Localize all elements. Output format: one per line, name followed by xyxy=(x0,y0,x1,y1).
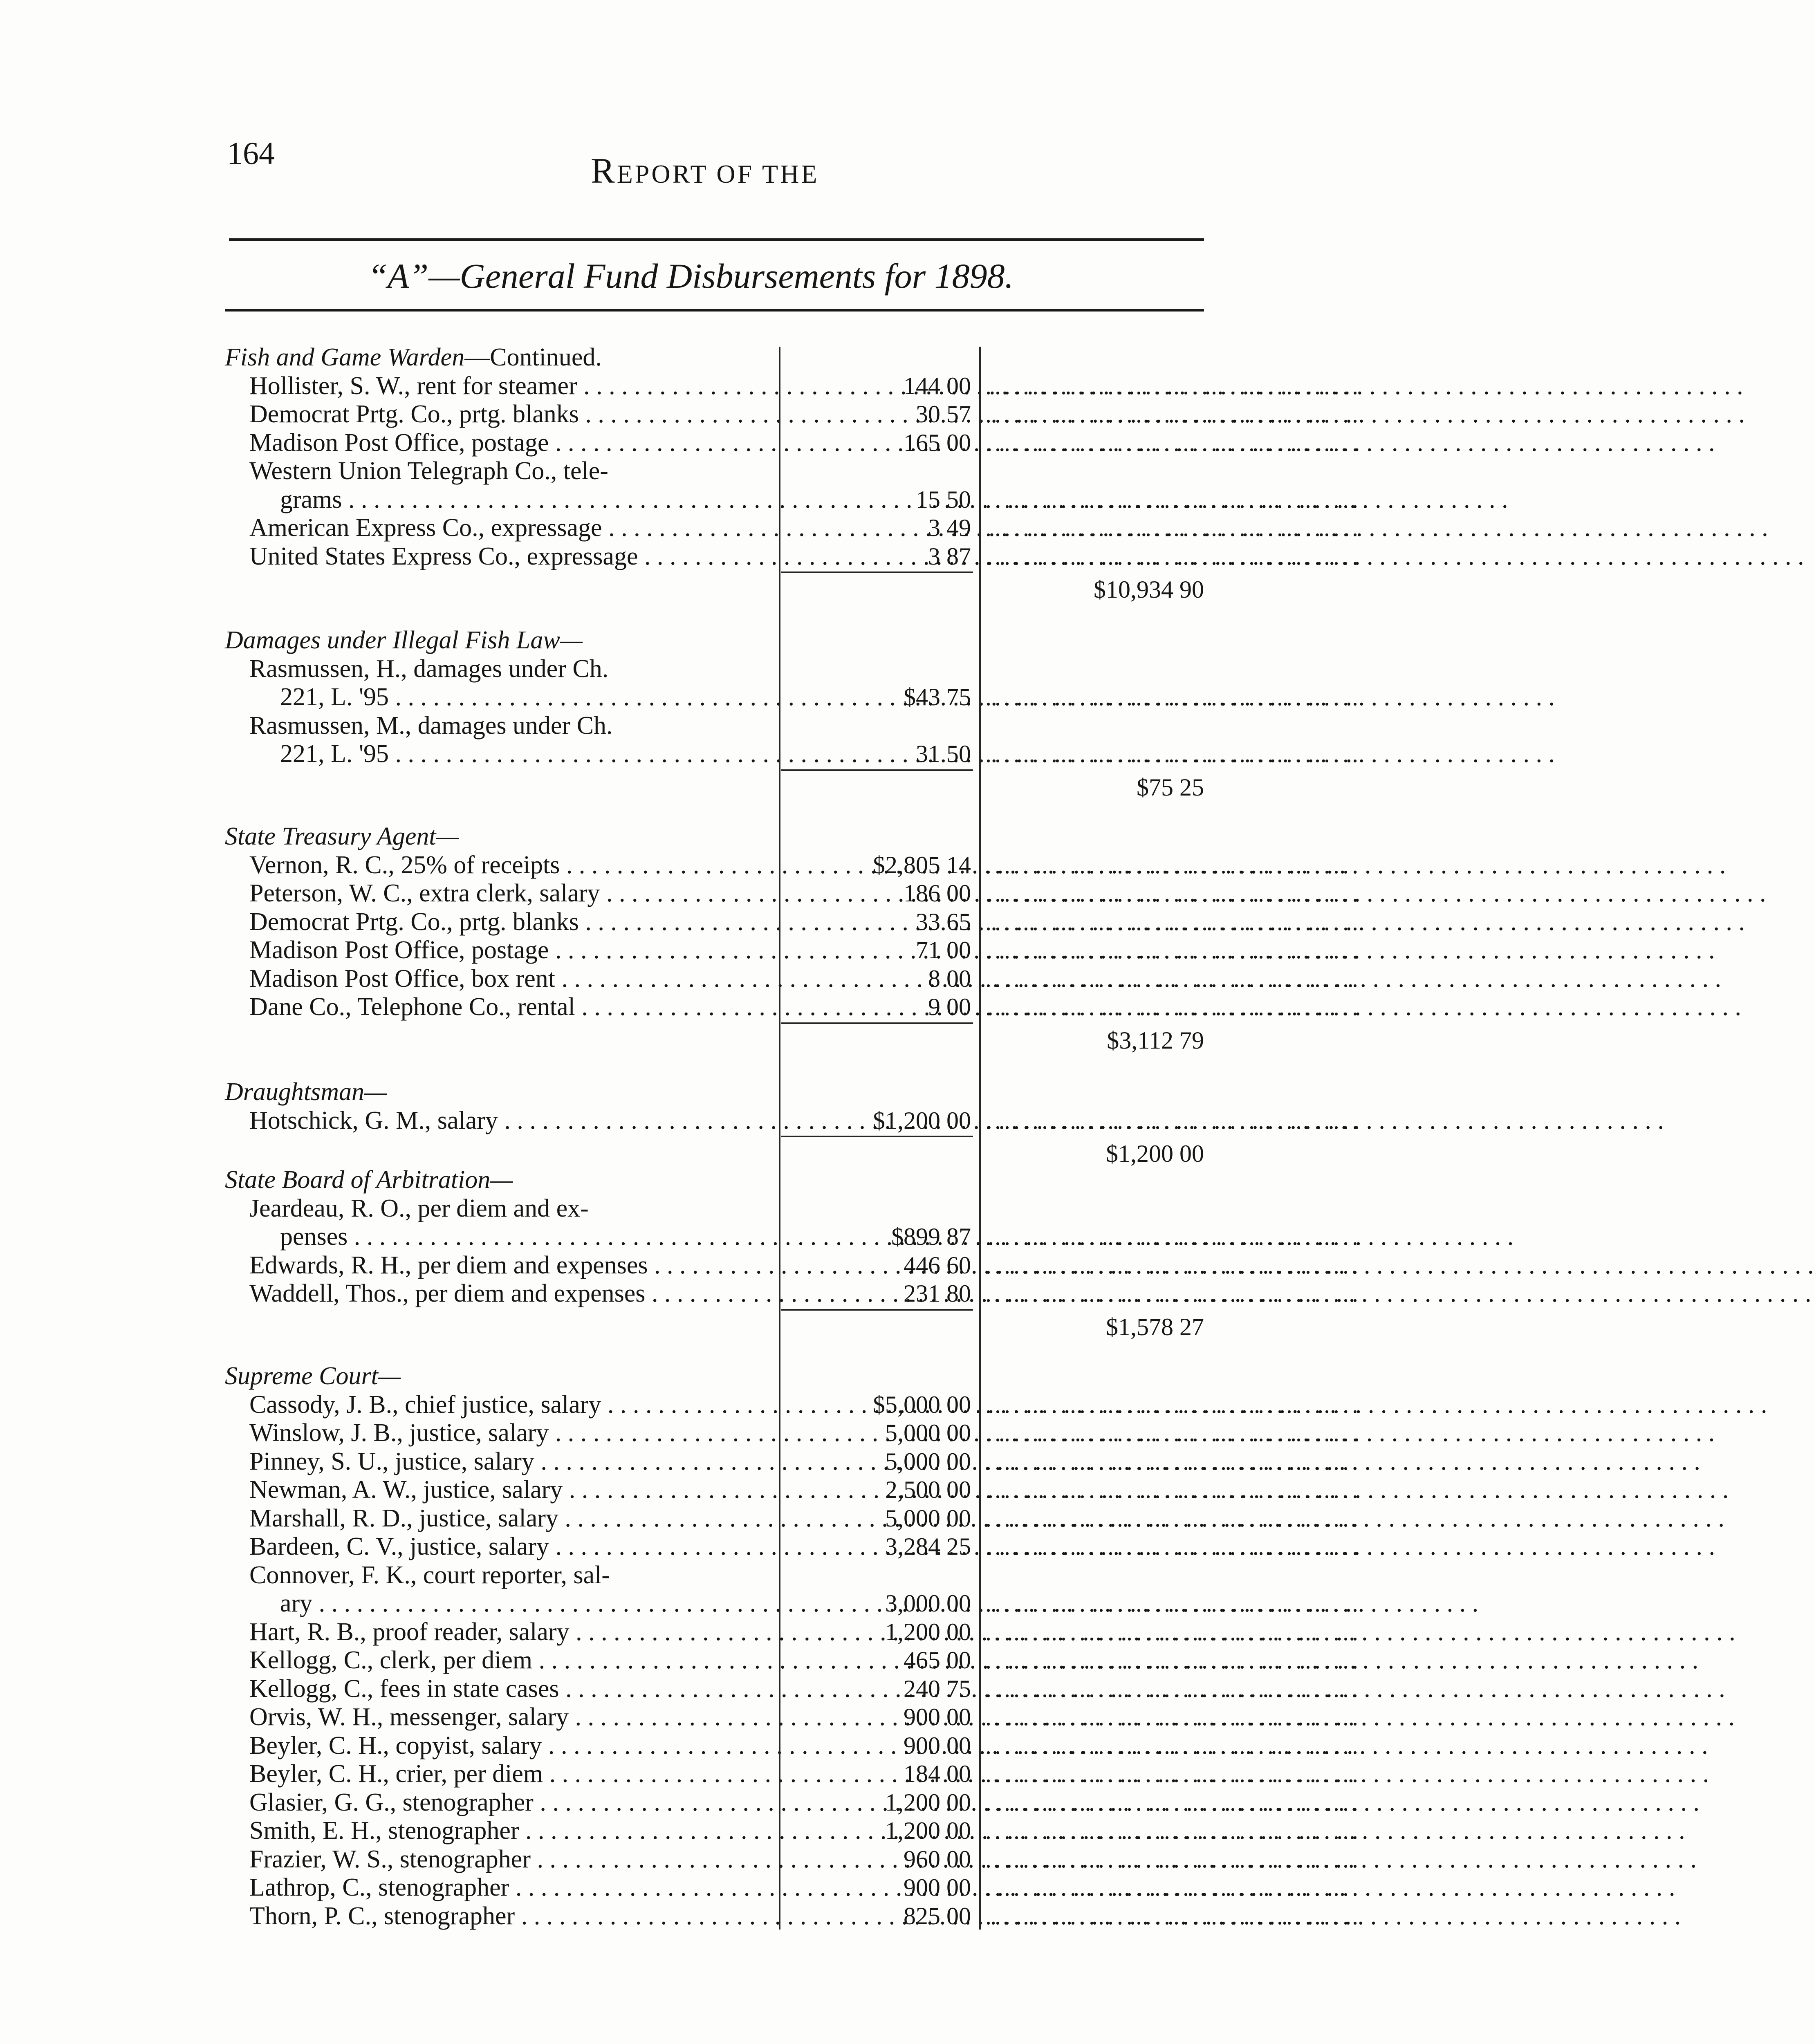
entry-label: penses . . . xyxy=(280,1222,812,1251)
table-row xyxy=(0,485,1361,514)
entry-label: Democrat Prtg. Co., prtg. blanks . . . xyxy=(249,907,781,937)
table-row xyxy=(0,1418,1361,1448)
leader-dots: ........................................ xyxy=(985,1788,1361,1816)
leader-dots: ........................................ xyxy=(985,1590,1361,1617)
entry-amount: 186 00 xyxy=(904,880,971,907)
leader-dots: ........................................ xyxy=(985,1107,1361,1134)
table-row xyxy=(0,1106,1361,1135)
entry-label: American Express Co., expressage . . . xyxy=(249,513,781,542)
leader-dots: ........................................ xyxy=(985,429,1361,456)
leader-dots: ........................................ xyxy=(985,1280,1361,1307)
entry-amount: 900 00 xyxy=(904,1703,971,1730)
entry-label: Hart, R. B., proof reader, salary . . . xyxy=(249,1617,781,1647)
entry-amount: 30 57 xyxy=(916,401,971,428)
entry-amount: 2,500 00 xyxy=(885,1476,971,1503)
entry-amount: $2,805 14 xyxy=(873,851,971,879)
section-heading-row xyxy=(0,1077,1302,1107)
section-heading-row xyxy=(0,625,1302,655)
leader-dots: ........................................ xyxy=(985,851,1361,879)
entry-amount: 446 60 xyxy=(904,1251,971,1279)
table-row xyxy=(0,992,1361,1022)
table-row xyxy=(0,1447,1361,1476)
leader-dots: ........................................ xyxy=(985,1476,1361,1503)
entry-amount: $1,200 00 xyxy=(873,1107,971,1134)
entry-label: Peterson, W. C., extra clerk, salary . . . xyxy=(249,879,781,908)
section-heading-suffix: —Continued. xyxy=(464,343,602,371)
subtotal-rule xyxy=(781,572,973,573)
entry-amount: 5,000 00 xyxy=(885,1504,971,1532)
leader-dots: ........................................ xyxy=(985,1902,1361,1930)
table-row xyxy=(0,456,1302,486)
section-heading-row xyxy=(0,1165,1302,1195)
entry-amount: 900 00 xyxy=(904,1874,971,1901)
table-row xyxy=(0,1845,1361,1874)
table-row xyxy=(0,1251,1361,1280)
leader-dots: ........................................ xyxy=(985,1647,1361,1674)
entry-label: Madison Post Office, box rent . . . xyxy=(249,964,781,993)
entry-label: Rasmussen, M., damages under Ch. xyxy=(249,711,613,740)
entry-amount: 3 49 xyxy=(928,514,971,541)
table-row xyxy=(0,1194,1302,1223)
subtotal-rule xyxy=(781,1022,973,1024)
entry-amount: 900 00 xyxy=(904,1732,971,1759)
leader-dots: ........................................ xyxy=(985,1504,1361,1532)
entry-label: Democrat Prtg. Co., prtg. blanks . . . xyxy=(249,399,781,429)
entry-amount: 1,200 00 xyxy=(885,1618,971,1645)
table-row xyxy=(0,1901,1361,1931)
entry-label: Kellogg, C., clerk, per diem . . . xyxy=(249,1645,781,1675)
section-total: $1,578 27 xyxy=(1106,1313,1204,1340)
entry-label: Edwards, R. H., per diem and expenses . . . xyxy=(249,1251,781,1280)
section-total: $10,934 90 xyxy=(1094,576,1204,603)
section-heading xyxy=(225,1077,777,1107)
table-row xyxy=(0,1390,1361,1419)
entry-label: Hollister, S. W., rent for steamer . . . xyxy=(249,371,781,401)
leader-dots: ........................................ xyxy=(985,1760,1361,1787)
entry-label: Beyler, C. H., copyist, salary . . . xyxy=(249,1731,781,1760)
table-row xyxy=(0,907,1361,937)
entry-amount: 3,284 25 xyxy=(885,1533,971,1560)
entry-label: Jeardeau, R. O., per diem and ex- xyxy=(249,1194,589,1222)
entry-label: Cassody, J. B., chief justice, salary . . . xyxy=(249,1390,781,1419)
entry-label: Orvis, W. H., messenger, salary . . . xyxy=(249,1702,781,1732)
table-row xyxy=(0,1589,1361,1618)
entry-label: Hotschick, G. M., salary . . . xyxy=(249,1106,781,1135)
section-total-row xyxy=(0,1312,1302,1342)
entry-label: Madison Post Office, postage . . . xyxy=(249,428,781,457)
entry-amount: 165 00 xyxy=(904,429,971,456)
table-row xyxy=(0,513,1361,542)
subtotal-rule xyxy=(781,769,973,771)
entry-label: Waddell, Thos., per diem and expenses . . . xyxy=(249,1279,781,1308)
table-row xyxy=(0,1702,1361,1732)
table-row xyxy=(0,1279,1361,1308)
section-heading-text: State Board of Arbitration— xyxy=(225,1166,513,1194)
entry-amount: 71 00 xyxy=(916,937,971,964)
table-row xyxy=(0,1674,1361,1703)
table-title: “A”—General Fund Disbursements for 1898. xyxy=(368,256,1014,296)
leader-dots: ........................................ xyxy=(985,1419,1361,1446)
leader-dots: ........................................ xyxy=(985,937,1361,964)
entry-amount: 1,200 00 xyxy=(885,1788,971,1816)
table-row xyxy=(0,1731,1361,1760)
leader-dots: ........................................ xyxy=(985,965,1361,992)
table-row xyxy=(0,711,1302,740)
subtotal-rule xyxy=(781,1136,973,1137)
section-heading-text: Fish and Game Warden xyxy=(225,343,465,371)
table-row xyxy=(0,682,1361,712)
leader-dots: ........................................ xyxy=(985,1448,1361,1475)
section-heading-text: State Treasury Agent— xyxy=(225,823,459,850)
entry-label: Dane Co., Telephone Co., rental . . . xyxy=(249,992,781,1022)
section-heading-text: Draughtsman— xyxy=(225,1078,387,1106)
entry-amount: 9 00 xyxy=(928,993,971,1020)
entry-label: Vernon, R. C., 25% of receipts . . . xyxy=(249,850,781,880)
leader-dots: ........................................ xyxy=(985,1675,1361,1702)
leader-dots: ........................................ xyxy=(985,1732,1361,1759)
table-row xyxy=(0,428,1361,457)
section-heading xyxy=(225,625,777,655)
entry-amount: 184 00 xyxy=(904,1760,971,1787)
table-row xyxy=(0,1617,1361,1647)
leader-dots: ........................................ xyxy=(985,542,1361,570)
table-row xyxy=(0,935,1361,965)
table-row xyxy=(0,1645,1361,1675)
leader-dots: ........................................ xyxy=(985,372,1361,399)
table-row xyxy=(0,1873,1361,1902)
entry-amount: 33 65 xyxy=(916,908,971,935)
section-heading xyxy=(225,822,777,851)
table-row xyxy=(0,542,1361,571)
entry-label: Western Union Telegraph Co., tele- xyxy=(249,457,608,485)
entry-amount: 31 50 xyxy=(916,740,971,767)
leader-dots: ........................................ xyxy=(985,740,1361,767)
entry-label: Thorn, P. C., stenographer . . . xyxy=(249,1901,781,1931)
section-total: $3,112 79 xyxy=(1107,1026,1204,1054)
section-heading-row xyxy=(0,1361,1302,1391)
entry-amount: 5,000 00 xyxy=(885,1419,971,1446)
leader-dots: ........................................ xyxy=(985,1251,1361,1279)
entry-label: grams . . . xyxy=(280,485,812,514)
entry-amount: 960 00 xyxy=(904,1845,971,1873)
entry-amount: 231 80 xyxy=(904,1280,971,1307)
total-column-rule xyxy=(979,347,981,1930)
section-heading-row xyxy=(0,343,1302,372)
table-row xyxy=(0,1788,1361,1817)
entry-amount: 240 75 xyxy=(904,1675,971,1702)
entry-label: 221, L. '95 . . . xyxy=(280,739,812,769)
leader-dots: ........................................ xyxy=(985,1703,1361,1730)
leader-dots: ........................................ xyxy=(985,1391,1361,1418)
entry-label: Winslow, J. B., justice, salary . . . xyxy=(249,1418,781,1448)
table-row xyxy=(0,879,1361,908)
section-total-row xyxy=(0,1139,1302,1168)
entry-amount: 144 00 xyxy=(904,372,971,399)
running-head-rest: EPORT OF THE xyxy=(617,159,819,188)
leader-dots: ........................................ xyxy=(985,908,1361,935)
leader-dots: ........................................ xyxy=(985,684,1361,710)
entry-amount: $43 75 xyxy=(904,684,971,710)
section-total: $1,200 00 xyxy=(1106,1140,1204,1167)
section-heading-text: Damages under Illegal Fish Law— xyxy=(225,626,583,654)
entry-label: Glasier, G. G., stenographer . . . xyxy=(249,1788,781,1817)
leader-dots: ........................................ xyxy=(985,486,1361,513)
subtotal-rule xyxy=(781,1309,973,1311)
entry-amount: 8 00 xyxy=(928,965,971,992)
entry-label: Frazier, W. S., stenographer . . . xyxy=(249,1845,781,1874)
entry-label: Madison Post Office, postage . . . xyxy=(249,935,781,965)
entry-amount: 825 00 xyxy=(904,1902,971,1930)
entry-amount: 3 87 xyxy=(928,542,971,570)
entry-label: Pinney, S. U., justice, salary . . . xyxy=(249,1447,781,1476)
entry-label: Marshall, R. D., justice, salary . . . xyxy=(249,1504,781,1533)
entry-label: Rasmussen, H., damages under Ch. xyxy=(249,654,609,683)
entry-label: Bardeen, C. V., justice, salary . . . xyxy=(249,1532,781,1561)
leader-dots: ........................................ xyxy=(985,1223,1361,1250)
table-row xyxy=(0,1759,1361,1788)
entry-label: Beyler, C. H., crier, per diem . . . xyxy=(249,1759,781,1788)
entry-amount: 3,000 00 xyxy=(885,1590,971,1617)
entry-label: Lathrop, C., stenographer . . . xyxy=(249,1873,781,1902)
section-total-row xyxy=(0,1026,1302,1055)
entry-amount: 1,200 00 xyxy=(885,1817,971,1844)
leader-dots: ........................................ xyxy=(985,993,1361,1020)
entry-amount: 5,000 00 xyxy=(885,1448,971,1475)
entry-label: Smith, E. H., stenographer . . . xyxy=(249,1816,781,1845)
entry-amount: 465 00 xyxy=(904,1647,971,1674)
table-row xyxy=(0,964,1361,993)
entry-label: Connover, F. K., court reporter, sal- xyxy=(249,1561,610,1589)
table-row xyxy=(0,1816,1361,1845)
table-row xyxy=(0,1560,1302,1590)
section-heading-row xyxy=(0,822,1302,851)
table-row xyxy=(0,399,1361,429)
table-row xyxy=(0,850,1361,880)
table-row xyxy=(0,1532,1361,1561)
running-head xyxy=(591,150,819,192)
leader-dots: ........................................ xyxy=(985,514,1361,541)
leader-dots: ........................................ xyxy=(985,401,1361,428)
section-heading xyxy=(225,1165,777,1195)
table-row xyxy=(0,739,1361,769)
table-row xyxy=(0,1222,1361,1251)
entry-label: ary . . . xyxy=(280,1589,812,1618)
leader-dots: ........................................ xyxy=(985,880,1361,907)
entry-amount: $5,000 00 xyxy=(873,1391,971,1418)
entry-amount: 15 50 xyxy=(916,486,971,513)
running-head-initial: R xyxy=(591,151,617,191)
leader-dots: ........................................ xyxy=(985,1618,1361,1645)
section-heading xyxy=(225,1361,777,1391)
leader-dots: ........................................ xyxy=(985,1845,1361,1873)
leader-dots: ........................................ xyxy=(985,1533,1361,1560)
top-rule xyxy=(229,238,1204,241)
entry-label: Newman, A. W., justice, salary . . . xyxy=(249,1475,781,1504)
table-row xyxy=(0,654,1302,684)
entry-label: United States Express Co., expressage . . . xyxy=(249,542,781,571)
table-row xyxy=(0,371,1361,401)
section-heading xyxy=(225,343,777,372)
leader-dots: ........................................ xyxy=(985,1817,1361,1844)
amount-column-rule xyxy=(779,347,780,1930)
section-total-row xyxy=(0,575,1302,604)
section-heading-text: Supreme Court— xyxy=(225,1362,401,1390)
section-total-row xyxy=(0,773,1302,802)
entry-label: 221, L. '95 . . . xyxy=(280,682,812,712)
title-rule xyxy=(225,309,1204,312)
entry-label: Kellogg, C., fees in state cases . . . xyxy=(249,1674,781,1703)
page-number: 164 xyxy=(227,135,275,171)
table-row xyxy=(0,1475,1361,1504)
table-row xyxy=(0,1504,1361,1533)
entry-amount: $899 87 xyxy=(891,1223,971,1250)
section-total: $75 25 xyxy=(1137,773,1204,801)
leader-dots: ........................................ xyxy=(985,1874,1361,1901)
